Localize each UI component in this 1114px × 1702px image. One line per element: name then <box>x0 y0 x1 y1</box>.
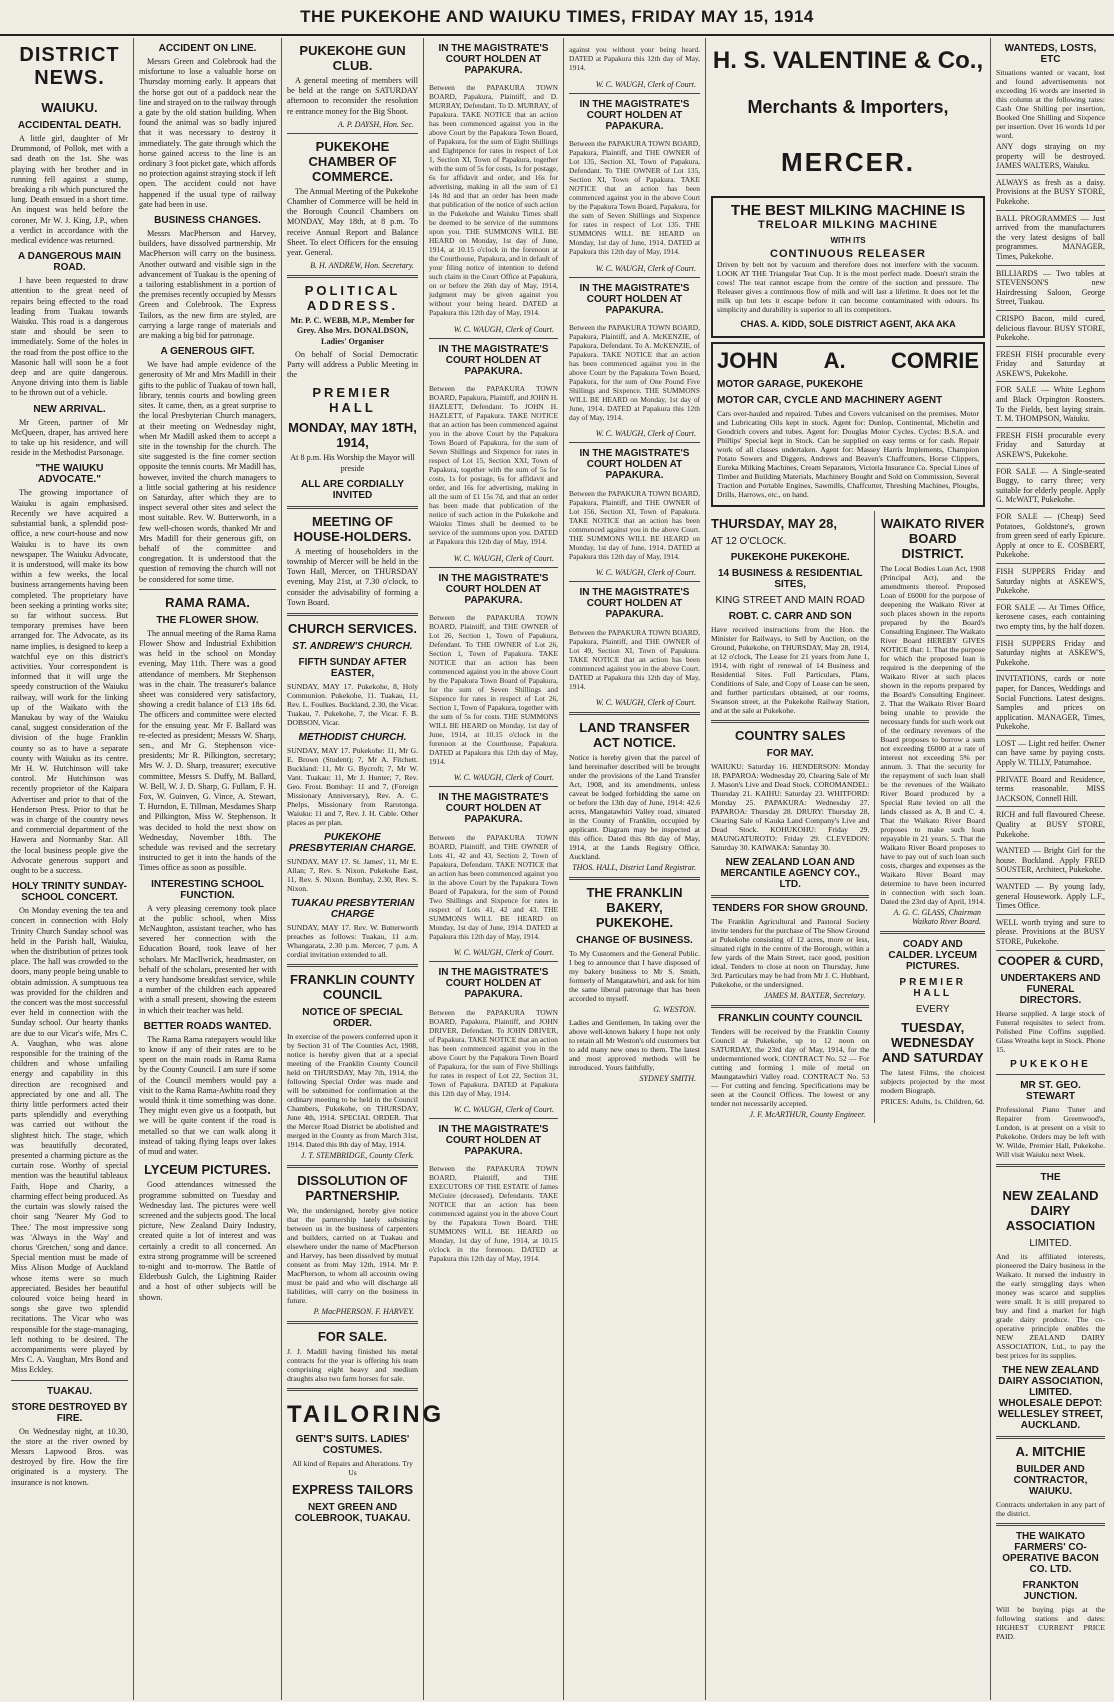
sale-place: PUKEKOHE PUKEKOHE. <box>730 552 850 563</box>
church-schedule: SUNDAY, MAY 17. Pukekohe, 8, Holy Communion. Pukekohe, 11. Tuakau, 11, Rev. L. Foulkes. Buckland, 2.30, the Vicar. Tuakau, 7. Pukekohe, 7, the Vicar. F. B. DOBSON, Vicar. <box>287 682 418 728</box>
article-body: The Rama Rama ratepayers would like to know if any of their rates are to be spent on the main roads in Rama Rama by the County Council. I am sure if some of the Council members would pay a visit to the Rama Rama-Awhitu road they would think it time something was done. They might even give us a footpath, but we will be quite content if the road is metalled so that we can walk along it instead of taking flying leaps over lakes of mud and water. <box>139 1034 276 1157</box>
divider <box>569 277 700 278</box>
farmers-title: THE WAIKATO FARMERS' CO-OPERATIVE BACON CO. LTD. <box>1002 1530 1099 1575</box>
mitchie-body: Contracts undertaken in any part of the district. <box>996 1499 1105 1518</box>
notice-title: POLITICAL ADDRESS. <box>304 283 401 314</box>
mitchie-tagline: BUILDER AND CONTRACTOR, WAIUKU. <box>1013 1463 1088 1497</box>
tailoring-address: NEXT GREEN AND COLEBROOK, TUAKAU. <box>294 1502 411 1525</box>
classified-item: PRIVATE Board and Residence, terms reasonable. MISS JACKSON, Connell Hill. <box>996 775 1105 808</box>
notice-title: DISSOLUTION OF PARTNERSHIP. <box>297 1173 408 1204</box>
notice-title: PUKEKOHE CHAMBER OF COMMERCE. <box>308 138 397 184</box>
divider <box>711 895 869 898</box>
court-body: against you without your being heard. DATED at Papakura this 12th day of May, 1914. <box>569 45 700 73</box>
court-heading: IN THE MAGISTRATE'S COURT HOLDEN AT PAPAKURA. <box>438 343 549 377</box>
valentine-tagline: Merchants & Importers, <box>747 97 949 117</box>
court-signature: W. C. WAUGH, Clerk of Court. <box>595 429 696 439</box>
divider <box>11 1380 128 1381</box>
notice-subtitle: NOTICE OF SPECIAL ORDER. <box>302 1007 403 1030</box>
milking-title: THE BEST MILKING MACHINE IS <box>730 202 966 219</box>
tender-signature: JAMES M. BAXTER, Secretary. <box>763 991 866 1000</box>
tender-title: TENDERS FOR SHOW GROUND. <box>712 903 868 914</box>
farmers-body: Will be buying pigs at the following stations and dates: HIGHEST CURRENT PRICE PAID. <box>996 1604 1105 1641</box>
notice-body: On behalf of Social Democratic Party will address a Public Meeting in the <box>287 349 418 380</box>
river-board-body: The Local Bodies Loan Act, 1908 (Principal Act), and the amendments thereof. Proposed Loan of £6000 for the purpose of deepening the Waikato River at such places shown in the reports prepared by the Board's Consulting Engineer. The Waikato River Board HEREBY GIVES NOTICE that: 1. That the purpose for which the proposed loan is required is the deepening of the Waikato River at such places shown in the reports prepared by the Board's Consulting Engineer. 2. That the Waikato River Board being unable to provide the necessary funds for such work out of the ordinary revenues of the Board proposes to borrow a sum not exceeding £6000 at a rate of interest not exceeding 5% per annum. 3. That the security for the repayment of such loan shall be the revenues of the Waikato River Board produced by a Special Rate levied on all the lands classed as A, B and C. 4. That the Waikato River Board proposes to make such loan repayable in 21 years. 5. That the Waikato River Board proposes to have to pay out of such loan such costs, charges and expenses as the Waikato River Board may determine to have been incurred in connection with such loan. Dated the 23rd day of April, 1914. <box>880 564 985 906</box>
divider <box>569 93 700 94</box>
tailoring-body: All kind of Repairs and Alterations. Try Us <box>292 1459 413 1478</box>
lyceum-prices: PRICES: Adults, 1s. Children, 6d. <box>880 1097 985 1106</box>
comrie-tagline: MOTOR CAR, CYCLE AND MACHINERY AGENT <box>717 395 943 406</box>
rama-rama-subheading: RAMA RAMA. <box>165 594 250 610</box>
sale-date: THURSDAY, MAY 28, <box>711 516 837 531</box>
classified-item: FRESH FISH procurable every Friday and Saturday at ASKEW'S, Pukekohe. <box>996 431 1105 464</box>
divider <box>287 1321 418 1324</box>
court-signature: W. C. WAUGH, Clerk of Court. <box>453 1104 554 1114</box>
classified-item: FOR SALE — (Cheap) Seed Potatoes, Goldstone's, grown from green seed of early Epicure. Apply at once to E. COSBERT, Pukekohe. <box>996 512 1105 564</box>
divider <box>429 338 558 339</box>
sale-time: AT 12 O'CLOCK. <box>711 536 787 547</box>
article-title: THE FLOWER SHOW. <box>156 614 259 626</box>
divider <box>711 720 869 723</box>
article-title: STORE DESTROYED BY FIRE. <box>11 1401 128 1424</box>
valentine-town: MERCER. <box>781 147 915 177</box>
milking-name: TRELOAR MILKING MACHINE <box>757 219 939 231</box>
valentine-ad <box>706 46 990 507</box>
mitchie-name: A. MITCHIE <box>1015 1443 1086 1459</box>
notice-signature: THOS. HALL, District Land Registrar. <box>572 862 696 872</box>
column-river-board <box>875 511 990 1123</box>
article-body: I have been requested to draw attention to the great need of repairs being effected to the road leading from Tuakau towards Waiuku. This road is a dangerous state and should be seen to immediately. Some of the holes in the road from the post office to the Masonic hall will soon be a foot deep and are quite dangerous. Anyone driving into them is liable to be thrown out of a vehicle. <box>11 276 128 398</box>
dairy-limited: LIMITED. <box>1029 1237 1072 1249</box>
lyceum-body: The latest Films, the choicest subjects projected by the most modern Biograph. <box>880 1068 985 1095</box>
classified-item: FISH SUPPERS Friday and Saturday nights at ASKEW'S, Pukekohe. <box>996 639 1105 672</box>
classified-item: FISH SUPPERS Friday and Saturday nights at ASKEW'S, Pukekohe. <box>996 567 1105 600</box>
cooper-curd-title: COOPER & CURD, <box>997 953 1104 968</box>
classified-item: ALWAYS as fresh as a daisy. Provisions at the BUSY STORE, Pukekohe. <box>996 178 1105 211</box>
milking-machine-ad <box>711 196 985 338</box>
article-body: A little girl, daughter of Mr Drummond, of Pollok, met with a sad death on the 1st. She was playing with her brother and in running fell against a stump, breaking a rib which punctured the lung. Death ensued in a short time. An inquest was held before the coroner, Mr W. J. King, J.P., when a verdict in accordance with the medical evidence was returned. <box>11 134 128 246</box>
divider <box>287 1388 418 1391</box>
sale-lots: 14 BUSINESS & RESIDENTIAL SITES, <box>717 568 863 590</box>
notice-body: We, the undersigned, hereby give notice that the partnership lately subsisting between us in the business of carpenters and builders, carried on at Tuakau and elsewhere under the name of MacPherson and Harvey, has been dissolved by mutual consent as from May 12th, 1914. Mr P. MacPherson, to whom all accounts owing must be paid and who will discharge all liabilities, will carry on the business in future. <box>287 1206 418 1306</box>
notice-body: A general meeting of members will be held at the range on SATURDAY afternoon to reconsider the resolution re entrance money for the Big Shoot. <box>287 76 418 116</box>
milking-agent: CHAS. A. KIDD, SOLE DISTRICT AGENT, AKA AKA <box>740 319 956 329</box>
article-body: On Wednesday night, at 10.30, the store at the river owned by Messrs Lapwood Bros. was destroyed by fire. How the fire originated is a mystery. The insurance is not known. <box>11 1426 128 1487</box>
divider <box>569 712 700 715</box>
court-signature: W. C. WAUGH, Clerk of Court. <box>453 553 554 563</box>
divider <box>287 506 418 509</box>
notice-signature: P. MacPHERSON. F. HARVEY. <box>313 1307 414 1317</box>
court-body: Between the PAPAKURA TOWN BOARD, Papakura, Plaintiff, and D. MURRAY, Defendant. To D. MURRAY, of Papakura. TAKE NOTICE that an action has been commenced against you in the above Court by the Papakura Town Board, of Papakura, for the sum of Eight Shillings and Eightpence for rates in respect of Lot 1, Section XI, Town of Papakura, together with the sum of 5s for costs, 1s for postage, 6s for affidavit and order, and 16s for advertising, making in all the sum of £1 14s 8d and that an order has been made that publication of the notice of such action in the Pukekohe and Waiuku Times shall be deemed to be service of the summons upon you. THE SUMMONS WILL BE HEARD on Monday, 1st day of June, 1914, at 10.15 o'clock in the forenoon at the Courthouse, Papakura, and in default of your filing notice of intention to defend such claim in the Court Office at Papakura, on or before the 26th day of May, 1914, judgment may be given against you without your being heard. DATED at Papakura this 12th day of May, 1914. <box>429 83 558 318</box>
church-schedule: SUNDAY, MAY 17. Pukekohe: 11, Mr G. E. Brown (Student); 7, Mr A. Fitchett. Buckland: 11, Mr G. Bycroft; 7, Mr W. Vant. Tuakau: 11, Mr J. Hunter; 7, Rev. Geo. Frost. Bombay: 11 and 7, (Foreign Missionary Anniversary), Rev. A. C. Phelps, Missionary from Rarotonga. Waiuku: 11 and 7, Rev. J. H. Cable. Other places as per plan. <box>287 746 418 828</box>
notice-title: PUKEKOHE GUN CLUB. <box>299 43 406 73</box>
divider <box>996 1523 1105 1526</box>
article-body: On Monday evening the tea and concert in connection with Holy Trinity Church Sunday school was held in the Parish hall, Waiuku, when the distribution of prizes took place. The hall was crowded to the doors, many people being unable to obtain admission. A sumptuous tea was provided for the children and the concert was the most successful ever held in connection with the Sunday school. Our hearty thanks are due to our Vicar's wife, Mrs C. A. Vaughan, who was alone responsible for the training of the children and whose unfailing energy and capability in this direction are recognised and appreciated by one and all. The thirty little performers acted their parts splendidly and everything was carried out without the slightest hitch. The stage, which was beautifully decorated, presented a charming picture as the curtain rose. Worthy of special mention was the beautiful tableaux Faith, Hope and Charity, a charming effect being produced. As the curtain was slowly raised the choir sang 'Nearer My God to Thee.' The most impressive song was 'Always in the Way' and chorus 'Gretchen,' song and dance. Special mention must be made of Miss Alison Mudge of Auckland whose items were so much appreciated. Besides her beautiful coloured voice being heard in songs she gave two splendid recitations. The Vicar who was responsible for the stage-managing, left nothing to be desired. The accompaniments were played by Mrs C. A. Vaughan, Mrs Bond and Miss Eckley. <box>11 906 128 1375</box>
lyceum-hall: PREMIER HALL <box>899 977 966 999</box>
notice-title: MEETING OF HOUSE-HOLDERS. <box>293 513 412 544</box>
court-signature: W. C. WAUGH, Clerk of Court. <box>453 948 554 958</box>
stewart-body: Professional Piano Tuner and Repairer from Greenwood's, London, is at present on a visit to Pukekohe. Orders may be left with W. Wilde, Premier Hall, Pukekohe. Will visit Waiuku next Week. <box>996 1104 1105 1159</box>
article-body: Good attendances witnessed the programme submitted on Tuesday and Wednesday last. The pictures were well screened and the subjects good. The local picture, New Zealand Dairy Industry, created quite a lot of interest and was certainly a credit to all concerned. An extra strong programme will be screened to-night and to-morrow. The Battle of Elderbush Gulch, the Lightning Raider and a host of other subjects will be shown. <box>139 1180 276 1302</box>
court-body: Between the PAPAKURA TOWN BOARD, Papakura, Plaintiff, and JOHN DRIVER, Defendant. To JOHN DRIVER, of Papakura. TAKE NOTICE that an action has been commenced against you in the above Court by the Papakura Town Board of Papakura, for the sum of Five Shillings for rates in respect of Lot 22, Section 31, Town of Papakura. DATED at Papakura this 12th day of May, 1914. <box>429 1007 558 1098</box>
court-heading: IN THE MAGISTRATE'S COURT HOLDEN AT PAPAKURA. <box>438 43 549 76</box>
district-news-heading: DISTRICT NEWS. <box>19 44 120 89</box>
divider <box>429 961 558 962</box>
sale-firm: ROBT. C. CARR AND SON <box>728 611 852 622</box>
tender-body: The Franklin Agricultural and Pastoral Society invite tenders for the purchase of The Show Ground at Pukekohe consisting of 12 acres, more or less, situated right in the centre of the Borough, within a few yards of the Main Street, race good, position ideal. Tenders to close at noon on Thursday, June 3rd. Particulars may be had from Mr J. C. Hubbard, Pukekohe, or the undersigned. <box>711 917 870 989</box>
court-body: Between the PAPAKURA TOWN BOARD, Papakura, Plaintiff, and JOHN H. HAZLETT, Defendant. To JOHN H. HAZLETT, of Papakura. TAKE NOTICE that an action has been commenced against you in the above Court by the Papakura Town Board of Papakura, for the sum of Seven Shillings and Sixpence for rates in respect of Lot 15, Section XXI, Town of Papakura, together with the sum of 5s for costs, 1s for postage, 6s for affidavit and order, and 16s for advertising, making in all the sum of £1 15s 7d, and that an order has been made that publication of the notice of such action in the Pukekohe and Waiuku Times shall be deemed to be service of the summons upon you. DATED at Papakura this 12th day of May, 1914. <box>429 384 558 547</box>
divider <box>287 964 418 967</box>
classified-item: BALL PROGRAMMES — Just arrived from the manufacturers the very latest designs of ball programmes. MANAGER, Times, Pukekohe. <box>996 214 1105 266</box>
church-name: ST. ANDREW'S CHURCH. <box>292 641 413 653</box>
classified-item: FOR SALE — At Times Office, kerosene cases, each containing two empty tins, by the half dozen. <box>996 603 1105 636</box>
classified-item: ANY dogs straying on my property will be destroyed. JAMES WALTERS, Waiuku. <box>996 142 1105 175</box>
column-sales <box>706 511 875 1123</box>
milking-with: WITH ITS <box>830 236 866 245</box>
divider <box>139 589 276 590</box>
milking-releaser: CONTINUOUS RELEASER <box>770 248 926 260</box>
divider <box>711 1005 869 1008</box>
divider <box>287 133 418 134</box>
classified-item: LOST — Light red heifer. Owner can have same by paying costs. Apply W. TILLY, Patumahoe. <box>996 739 1105 772</box>
sale-location: KING STREET AND MAIN ROAD <box>715 595 865 606</box>
court-heading: IN THE MAGISTRATE'S COURT HOLDEN AT PAPAKURA. <box>579 98 690 132</box>
court-heading: IN THE MAGISTRATE'S COURT HOLDEN AT PAPAKURA. <box>579 282 690 316</box>
church-name: TUAKAU PRESBYTERIAN CHARGE <box>290 898 415 921</box>
article-body: Messrs Green and Colebrook had the misfortune to lose a valuable horse on Thursday morning early. It appears that the horse got out of a paddock near the line and strayed on to the railway through a gate by the old station building. When found the animal was so badly injured that it was necessary to destroy it immediately. The gate through which the horse gained access to the line is an ordinary 3 foot picket gate, which affords no protection against straying stock if left open. The accident could not have happened if the usual type of railway gate had been in use. <box>139 57 276 209</box>
notice-body: A meeting of householders in the township of Mercer will be held in the Town Hall, Mercer, on THURSDAY evening, May 21st, at 7.30 o'clock, to consider the advisability of forming a Town Board. <box>287 546 418 607</box>
court-signature: W. C. WAUGH, Clerk of Court. <box>595 568 696 578</box>
column-advertisements <box>706 38 991 1700</box>
court-body: Between the PAPAKURA TOWN BOARD, Plaintiff, and THE OWNER of Lots 41, 42 and 43, Section 2, Town of Papakura, Defendant. TAKE NOTICE that an action has been commenced against you in the above Court by the Papakura Town Board of Papakura, for the sum of Pound Two Shillings and Sixpence for rates in respect of Lots 41, 42 and 43. THE SUMMONS WILL BE HEARD on Monday, 1st day of June, 1914. DATED at Papakura this 12th day of May, 1914. <box>429 832 558 941</box>
sale-body: Have received instructions from the Hon. the Minister for Railways, to Sell by Auction, on the Ground, Pukekohe, on THURSDAY, May 28, 1914, at 12 o'clock, The Lease for 21 years from June 1, 1914, with right of renewal of 14 Business and Residential Sites. Full Particulars, Plans, Conditions of Sale, and Copy of Lease can be seen, and further particulars obtained, at our rooms, Swanson street, at the Pukekohe Railway Station, and at the sale at Pukekohe. <box>711 625 870 715</box>
milking-body: Driven by belt not by vacuum and therefore does not interfere with the vacuum. LOOK AT THE Triangular Teat Cup. It is the most perfect made. Doesn't strain the cows! The teat cannot escape from the centre of the suction and pressure. The Releaser gives a continuous flow of milk and will last a lifetime. It does not let the milk up but lets it escape before it can become contaminated with odours. Its simplicity and durability is superior to all its competitors. <box>717 260 979 314</box>
bakery-signature: SYDNEY SMITH. <box>639 1073 696 1083</box>
column-classifieds <box>991 38 1110 1700</box>
classified-item: FOR SALE — A Single-seated Buggy, to carry three; very suitable for elderly people. Apply G. McWATT, Pukekohe. <box>996 467 1105 509</box>
notice-venue: PREMIER HALL <box>312 385 393 416</box>
tailoring-services: GENT'S SUITS. LADIES' COSTUMES. <box>295 1434 410 1457</box>
notice-signature: J. T. STEMBRIDGE, County Clerk. <box>300 1151 414 1161</box>
dairy-the: THE <box>1040 1171 1061 1183</box>
court-body: Between the PAPAKURA TOWN BOARD, Plaintiff, and THE OWNER of Lot 26, Section 1, Town of Papakura, Defendant. To THE OWNER of Lot 26, Section 1, Town of Papakura. TAKE NOTICE that an action has been commenced against you in the above Court by the Papakura Town Board of Papakura, for the sum of Seven Shillings and Sixpence for rates in respect of Lot 26, Section 1, Town of Papakura, together with the sum of 5s for costs. THE SUMMONS WILL BE HEARD on Monday, 1st day of June, 1914, at 10.15 o'clock in the forenoon at the Courthouse, Papakura. DATED at Papakura this 12th day of May, 1914. <box>429 612 558 766</box>
stewart-title: MR ST. GEO. STEWART <box>1020 1079 1081 1102</box>
article-title: "THE WAIUKU ADVOCATE." <box>35 463 104 486</box>
notice-title: FOR SALE. <box>317 1329 388 1345</box>
notice-title: FRANKLIN COUNTY COUNCIL <box>290 972 415 1003</box>
divider <box>996 1436 1105 1439</box>
court-heading: IN THE MAGISTRATE'S COURT HOLDEN AT PAPAKURA. <box>438 792 549 826</box>
article-title: LYCEUM PICTURES. <box>144 1162 271 1178</box>
court-heading: IN THE MAGISTRATE'S COURT HOLDEN AT PAPAKURA. <box>579 448 690 482</box>
comrie-first: JOHN <box>717 348 779 373</box>
court-signature: W. C. WAUGH, Clerk of Court. <box>595 79 696 89</box>
fcc-title: FRANKLIN COUNTY COUNCIL <box>718 1013 863 1024</box>
notice-body: The Annual Meeting of the Pukekohe Chamber of Commerce will be held in the Borough Council Chambers on MONDAY, May 18th, at 8 p.m. To receive Annual Report and Balance Sheet. To elect Officers for the ensuing year. General. <box>287 186 419 258</box>
divider <box>429 567 558 568</box>
notice-signature: A. P. DAYSH, Hon. Sec. <box>337 119 414 129</box>
court-heading: IN THE MAGISTRATE'S COURT HOLDEN AT PAPAKURA. <box>438 1123 549 1157</box>
country-sales-body: WAIUKU: Saturday 16. HENDERSON: Monday 18. PAPAROA: Wednesday 20, Clearing Sale of Mr J. Mason's Live and Dead Stock. COROMANDEL: Thursday 21. KAIHU: Saturday 23. WHITFORD: Monday 25. PAPAKURA: Wednesday 27. PAPAROA: Thursday 28. DRURY: Thursday 28, Clearing Sale of Kauka Land Company's Live and Dead Stock. KOHUKOHU: Friday 29. MAUNGATUROTO: Friday 29. CLEVEDON: Saturday 30. KAIWAKA: Saturday 30. <box>711 762 870 852</box>
article-title: BUSINESS CHANGES. <box>154 215 261 227</box>
article-body: The annual meeting of the Rama Rama Flower Show and Industrial Exhibition was held in the school on Monday evening, May 11th. There was a good attendance of members. Mr Stephenson was in the chair. The treasurer's balance sheet was considered very satisfactory, showing a credit balance of £13 18s 6d. The officers and committee were elected for the ensuing year. Mr F. Ballard was re-elected as president; Messrs W. Sharp, sen., and Mr G. Stephenson vice-presidents; Mr R. Pilkington, secretary; Mrs W. J. D. Sharp, treasurer; executive committee, Messrs S. Duffy, M. Ballard, W. Bell, W. J. D. Sharp, G. Fullam, F. H. Fox, W. Guinven, G. Vince, A. Stewart, T. Hurndon, E. Tillman, Mesdames Sharp and Pilkington, Miss W. Stephenson. It was decided to hold the next show on Wednesday, November 18th. The schedule was revised and the secretary instructed to get it into the hands of the Times office as soon as possible. <box>139 628 276 873</box>
fcc-signature: J. F. McARTHUR, County Engineer. <box>749 1110 866 1119</box>
divider <box>429 786 558 787</box>
bakery-subtitle: CHANGE OF BUSINESS. <box>576 934 693 946</box>
article-title: A DANGEROUS MAIN ROAD. <box>18 251 121 274</box>
cooper-curd-town: PUKEKOHE <box>1010 1058 1091 1070</box>
comrie-last: COMRIE <box>891 348 979 373</box>
dairy-body: And its affiliated interests, pioneered the Dairy business in the Waikato. It nursed the industry in the early struggling days when money was scarce and supplies were small. It is still prepared to buy and find a market for high grade dairy produce. The co-operative principle enables the NEW ZEALAND DAIRY ASSOCIATION, Ltd., to pay the best prices for its supplies. <box>996 1251 1105 1360</box>
court-signature: W. C. WAUGH, Clerk of Court. <box>453 324 554 334</box>
classified-item: RICH and full flavoured Cheese. Quality at BUSY STORE, Pukekohe. <box>996 810 1105 843</box>
cooper-curd-body: Hearse supplied. A large stock of Funeral requisites to select from. Polished Pine Coffins supplied. Glass Wreaths kept in Stock. Phone 15. <box>996 1008 1105 1054</box>
cooper-curd-sub: UNDERTAKERS AND FUNERAL DIRECTORS. <box>1000 972 1101 1006</box>
comrie-initial: A. <box>823 348 846 373</box>
fcc-body: Tenders will be received by the Franklin County Council at Pukekohe, up to 12 noon on SATURDAY, the 23rd day of May, 1914, for the undermentioned work. CONTRACT No. 52 — For cutting and forming 1 mile of metal on Maungatawhiri Valley road. CONTRACT No. 53 — For cutting and fencing. Specifications may be seen at the Council Offices. The lowest or any tender not necessarily accepted. <box>711 1027 870 1108</box>
farmers-location: FRANKTON JUNCTION. <box>1022 1579 1079 1602</box>
church-name: METHODIST CHURCH. <box>298 732 407 744</box>
notice-body: Notice is hereby given that the parcel of land hereinafter described will be brought under the provisions of the Land Transfer Act, 1908, and its amendments, unless caveat be lodged forbidding the same on or before the 13th day of June, 1914: 42.6 acres, Mangatawhiri Valley road, situated in the County of Franklin, occupied by applicant. Diagram may be inspected at this office. Dated this 8th day of May, 1914, at the Lands Registry Office, Auckland. <box>569 752 700 861</box>
lyceum-heading: COADY AND CALDER. LYCEUM PICTURES. <box>888 939 977 972</box>
lyceum-every: EVERY <box>915 1004 950 1015</box>
columns <box>6 38 1110 1700</box>
church-name: PUKEKOHE PRESBYTERIAN CHARGE. <box>288 832 417 855</box>
article-title: ACCIDENTAL DEATH. <box>17 120 122 131</box>
article-body: A very pleasing ceremony took place at the public school, when Miss McNaughton, assistant teacher, who has severed her connection with the Education Board, took leave of her scholars. Mr MacIlwrick, headmaster, on behalf of the scholars, presented her with a very handsome breakfast service, while a number of the children each appeared with a small present, showing the esteem in which their teacher was held. <box>139 903 276 1015</box>
article-body: Messrs MacPherson and Harvey, builders, have dissolved partnership. Mr MacPherson will carry on the business. Another outward and visible sign in the advancement of Tuakau is the opening of a tailoring establishment in a portion of the premises recently occupied by Messrs Green and Colebrook. The Express Tailors, as the new firm are styled, are carrying a large range of materials and are making a big bid for patronage. <box>139 229 276 341</box>
classified-item: FOR SALE — White Leghorn and Black Orpington Roosters. To the Fields, best laying strain. T. M. THOMPSON, Waiuku. <box>996 385 1105 427</box>
classified-item: WELL worth trying and sure to please. Provisions at the BUSY STORE, Pukekohe. <box>996 918 1105 951</box>
classified-item: CRISPO Bacon, mild cured, delicious flavour. BUSY STORE, Pukekohe. <box>996 314 1105 347</box>
court-body: Between the PAPAKURA TOWN BOARD, Papakura, Plaintiff, and THE OWNER of Lot 135, Section XI, Town of Papakura, Defendant. To THE OWNER of Lot 135, Section XI, Town of Papakura. TAKE NOTICE that an action has been commenced against you in the above Court by the Papakura Town Board, Papakura, for the sum of Seven Shillings and Sixpence for rates in respect of Lot 135. THE SUMMONS WILL BE HEARD on Monday, 1st day of June, 1914. DATED at Papakura this 12th day of May, 1914. <box>569 139 700 257</box>
divider <box>569 581 700 582</box>
column-local-news <box>134 38 282 1700</box>
classifieds-intro: Situations wanted or vacant, lost and found advertisements not exceeding 16 words are inserted in this column at the following rates: Cash One Shilling per insertion, Booked One Shilling and Sixpence per insertion. Over 16 words 1d per word. <box>996 68 1105 140</box>
divider <box>287 1165 418 1168</box>
court-heading: IN THE MAGISTRATE'S COURT HOLDEN AT PAPAKURA. <box>438 967 549 1001</box>
masthead-title: THE PUKEKOHE AND WAIUKU TIMES, FRIDAY MAY 15, 1914 <box>300 7 814 26</box>
waiuku-subheading: WAIUKU. <box>41 100 98 115</box>
column-court-notices <box>424 38 564 1700</box>
classified-item: WANTED — By young lady, general Housework. Apply L.F., Times Office. <box>996 882 1105 915</box>
valentine-block <box>711 46 985 178</box>
classified-list <box>996 142 1105 951</box>
classified-item: INVITATIONS, cards or note paper, for Dances, Weddings and Social Functions. Latest designs. Samples and prices on application. MANAGER, Times, Pukekohe. <box>996 674 1105 736</box>
notice-signature: B. H. ANDREW, Hon. Secretary. <box>310 261 414 271</box>
notice-title: CHURCH SERVICES. <box>287 621 418 637</box>
masthead <box>0 0 1114 36</box>
notice-body: In exercise of the powers conferred upon it by Section 31 of The Counties Act, 1908, notice is hereby given that at a special meeting of the Franklin County Council held on THURSDAY, May 7th, 1914, the following Special Order was made and will be submitted for confirmation at the ordinary meeting to be held in the Council Chambers, Pukekohe, on THURSDAY, June 4th, 1914. SPECIAL ORDER. That the Mercer Road District be abolished and merged in the County as from March 31st, 1914. Dated this 8th day of May, 1914. <box>287 1032 418 1150</box>
court-signature: W. C. WAUGH, Clerk of Court. <box>595 697 696 707</box>
column-district-news <box>6 38 134 1700</box>
notice-invite: ALL ARE CORDIALLY INVITED <box>301 478 404 501</box>
divider <box>287 613 418 616</box>
divider <box>569 877 700 880</box>
article-title: HOLY TRINITY SUNDAY-SCHOOL CONCERT. <box>11 881 128 904</box>
divider <box>287 275 418 278</box>
country-sales-title: COUNTRY SALES <box>734 728 846 743</box>
dairy-title: NEW ZEALAND DAIRY ASSOCIATION <box>1002 1187 1099 1233</box>
article-body: The growing importance of Waiuku is again emphasised. Recently we have acquired a substantial bank, a splendid post-office, a new court-house and now Waiuku is to have its own newspaper. The Waiuku Advocate, it is understood, will make its bow within a few weeks, the local business arrangements having been completed. The proprietary have been seeking a printing works site; so far without success. But temporary premises have been arranged for. The Advocate, as its name implies, is designed to keep a watchful eye on this district's activities. Your correspondent is informed that it will urge the speedy construction of the Waiuku railway, will work for the linking up of the Waikato with the Manukau by way of the Waiuku canal, suggest consideration of the division of the huge Franklin county so as to have a separate county with Waiuku as its centre. Mr H. W. Hutchinson will take control. Mr Hutchinson was recently proprietor of the Kaipara Advertiser and prior to that of the Henderson Press. Prior to that he was in charge of the country news and commercial department of the Hawera and Normanby Star. All the local business people give the Advocate generous support and ought to be a success. <box>11 488 128 875</box>
classified-item: WANTED — Bright Girl for the house. Buckland. Apply FRED SOUSTER, Architect, Pukekohe. <box>996 846 1105 879</box>
court-signature: W. C. WAUGH, Clerk of Court. <box>595 263 696 273</box>
comrie-name <box>717 348 979 374</box>
court-body: Between the PAPAKURA TOWN BOARD, Papakura, Plaintiff, and THE OWNER of Lot 156, Section XI, Town of Papakura. TAKE NOTICE that an action has been commenced against you in the above Court. THE SUMMONS WILL BE HEARD on Monday, 1st day of June, 1914. DATED at Papakura this 12th day of May, 1914. <box>569 488 700 561</box>
country-sales-sub: FOR MAY. <box>766 748 814 759</box>
article-body: We have had ample evidence of the generosity of Mr and Mrs Madill in their gifts to the public of Tuakau of town hall, library, tennis courts and bowling green sites. It came, then, as a great surprise to the local Presbyterian Church managers, at their meeting on Wednesday night, when Mr Madill asked them to accept a site in the township for the church. The site suggested is the fine corner section opposite the tennis courts. Mr Madill has, however, invited the church managers to a little social gathering at his residence on Saturday, after which they are to inspect several other sites and select the most suitable. Rev. W. Butterworth, in a few well-chosen words, thanked Mr and Mrs Madill for their generous gift, on behalf of the committee and congregation. It is understood that the question of removing the church will not be considered for some time. <box>139 360 276 584</box>
valentine-name: H. S. VALENTINE & Co., <box>712 47 984 74</box>
notice-body: J. J. Madill having finished his metal contracts for the year is offering his team comprising eight heavy and medium draughts also two farm horses for sale. <box>287 1347 418 1384</box>
article-title: INTERESTING SCHOOL FUNCTION. <box>151 878 264 901</box>
divider <box>429 1118 558 1119</box>
notice-date: MONDAY, MAY 18TH, 1914, <box>288 420 417 451</box>
article-body: Mr Green, partner of Mr McQueen, draper, has arrived here to take up his residence, and will reside in the Methodist Parsonage. <box>11 417 128 458</box>
divider <box>996 1074 1105 1075</box>
tailoring-heading: TAILORING <box>287 1401 445 1429</box>
court-signature: W. C. WAUGH, Clerk of Court. <box>453 773 554 783</box>
church-subtitle: FIFTH SUNDAY AFTER EASTER, <box>298 657 407 680</box>
court-heading: IN THE MAGISTRATE'S COURT HOLDEN AT PAPAKURA. <box>438 572 549 606</box>
divider <box>569 442 700 443</box>
divider <box>996 1164 1105 1167</box>
country-sales-firm: NEW ZEALAND LOAN AND MERCANTILE AGENCY COY., LTD. <box>720 857 860 890</box>
church-schedule: SUNDAY, MAY 17. St. James', 11, Mr E. Allan; 7, Rev. S. Nixon. Pukekohe East, 11, Rev. S. Nixon. Bombay, 2.30, Rev. S. Nixon. <box>287 857 418 894</box>
bakery-body: Ladies and Gentlemen, In taking over the above well-known bakery I hope not only to retain all Mr Weston's old customers but to add many new ones to them. The latest and most approved methods will be introduced. Yours faithfully, <box>569 1017 700 1072</box>
article-title: A GENEROUS GIFT. <box>160 346 255 358</box>
notice-title: LAND TRANSFER ACT NOTICE. <box>579 719 690 750</box>
river-board-signature: A. G. C. GLASS, Chairman Waikato River Board. <box>893 908 981 926</box>
court-heading: IN THE MAGISTRATE'S COURT HOLDEN AT PAPAKURA. <box>579 587 690 621</box>
column-court-notices-2 <box>564 38 706 1700</box>
bakery-body: To My Customers and the General Public. I beg to announce that I have disposed of my bakery business to Mr S. Smith, formerly of Mangatawhiri, and ask for him the same liberal patronage that has been accorded to myself. <box>569 948 700 1003</box>
tailoring-name: EXPRESS TAILORS <box>291 1482 414 1498</box>
court-body: Between the PAPAKURA TOWN BOARD, Papakura, Plaintiff, and THE OWNER of Lot 49, Section XI, Town of Papakura. TAKE NOTICE that an action has been commenced against you in the above Court. DATED at Papakura this 12th day of May, 1914. <box>569 627 700 691</box>
classifieds-title: WANTEDS, LOSTS, ETC <box>1004 43 1097 65</box>
court-body: Between the PAPAKURA TOWN BOARD, Plaintiff, and THE EXECUTORS OF THE ESTATE of James McGuire (deceased), Defendants. TAKE NOTICE that an action has been commenced against you in the above Court by the Papakura Town Board. THE SUMMONS WILL BE HEARD on Monday, 1st day of June, 1914, at 10.15 o'clock in the forenoon. DATED at Papakura this 12th day of May, 1914. <box>429 1164 558 1264</box>
bakery-title: THE FRANKLIN BAKERY, PUKEKOHE. <box>586 884 683 930</box>
divider <box>880 931 985 934</box>
lyceum-days: TUESDAY, WEDNESDAY AND SATURDAY <box>881 1020 984 1065</box>
classified-item: BILLIARDS — Two tables at STEVENSON'S new Hairdressing Saloon, George Street, Tuakau. <box>996 269 1105 311</box>
article-title: BETTER ROADS WANTED. <box>143 1020 272 1032</box>
comrie-ad <box>711 342 985 507</box>
notice-speakers: Mr. P. C. WEBB, M.P., Member for Grey. Also Mrs. DONALDSON, Ladies' Organiser <box>290 316 415 346</box>
church-schedule: SUNDAY, MAY 17. Rev. W. Butterworth preaches as follows: Tuakau, 11 a.m. Whangarata, 2.30 p.m. Mercer, 7 p.m. A cordial invitation extended to all. <box>287 923 418 960</box>
court-body: Between the PAPAKURA TOWN BOARD, Papakura, Plaintiff, and A. McKENZIE, of Papakura, Defendant. To A. McKENZIE, of Papakura. TAKE NOTICE that an action has been commenced against you in the above Court by the Papakura Town Board, Papakura, for the sum of One Pound Five Shillings and Sixpence. THE SUMMONS WILL BE HEARD on Monday, 1st day of June, 1914. DATED at Papakura this 12th day of May, 1914. <box>569 322 700 422</box>
tuakau-subheading: TUAKAU. <box>47 1385 92 1397</box>
dairy-close: THE NEW ZEALAND DAIRY ASSOCIATION, LIMITED. WHOLESALE DEPOT: WELLESLEY STREET, AUCKLAND. <box>998 1364 1103 1431</box>
comrie-body: Cars over-hauled and repaired. Tubes and Covers vulcanised on the premises. Motor and Lubricating Oils kept in stock. Agent for: Dunlop, Continental, Michelin and Goodrich covers and tubes. Agent for: Douglas Motor Cycles. Cycles: B.S.A. and Phillips' Special kept in Stock. Can be supplied on easy terms or for cash. Repair work of all classes undertaken. Agent for: Massey Harris Implements, Champion Potato Sowers and Diggers, Andrews and Beaven's Chaffcutters, Horse Clippers, Eureka Milking Machines, Cream Separators, Victoria Insurance Co. Special Lines of Timber and Building Materials, Machinery Bought and Sold on Commission, Several Traction and Portable Engines, Sawmills, Chaffcutter, Threshing Machines, Ploughs, Drills, Harrows, etc., on hand. <box>717 409 979 499</box>
comrie-garage: MOTOR GARAGE, PUKEKOHE <box>717 379 863 390</box>
notice-time: At 8 p.m. His Worship the Mayor will preside <box>290 453 415 473</box>
bakery-signature: G. WESTON. <box>653 1004 696 1014</box>
article-title: ACCIDENT ON LINE. <box>158 43 257 54</box>
classified-item: FRESH FISH procurable every Friday and Saturday at ASKEW'S, Pukekohe. <box>996 350 1105 383</box>
river-board-title: WAIKATO RIVER BOARD DISTRICT. <box>880 516 985 561</box>
column-notices <box>282 38 445 1700</box>
article-title: NEW ARRIVAL. <box>33 403 106 415</box>
lower-ad-columns <box>706 511 990 1123</box>
